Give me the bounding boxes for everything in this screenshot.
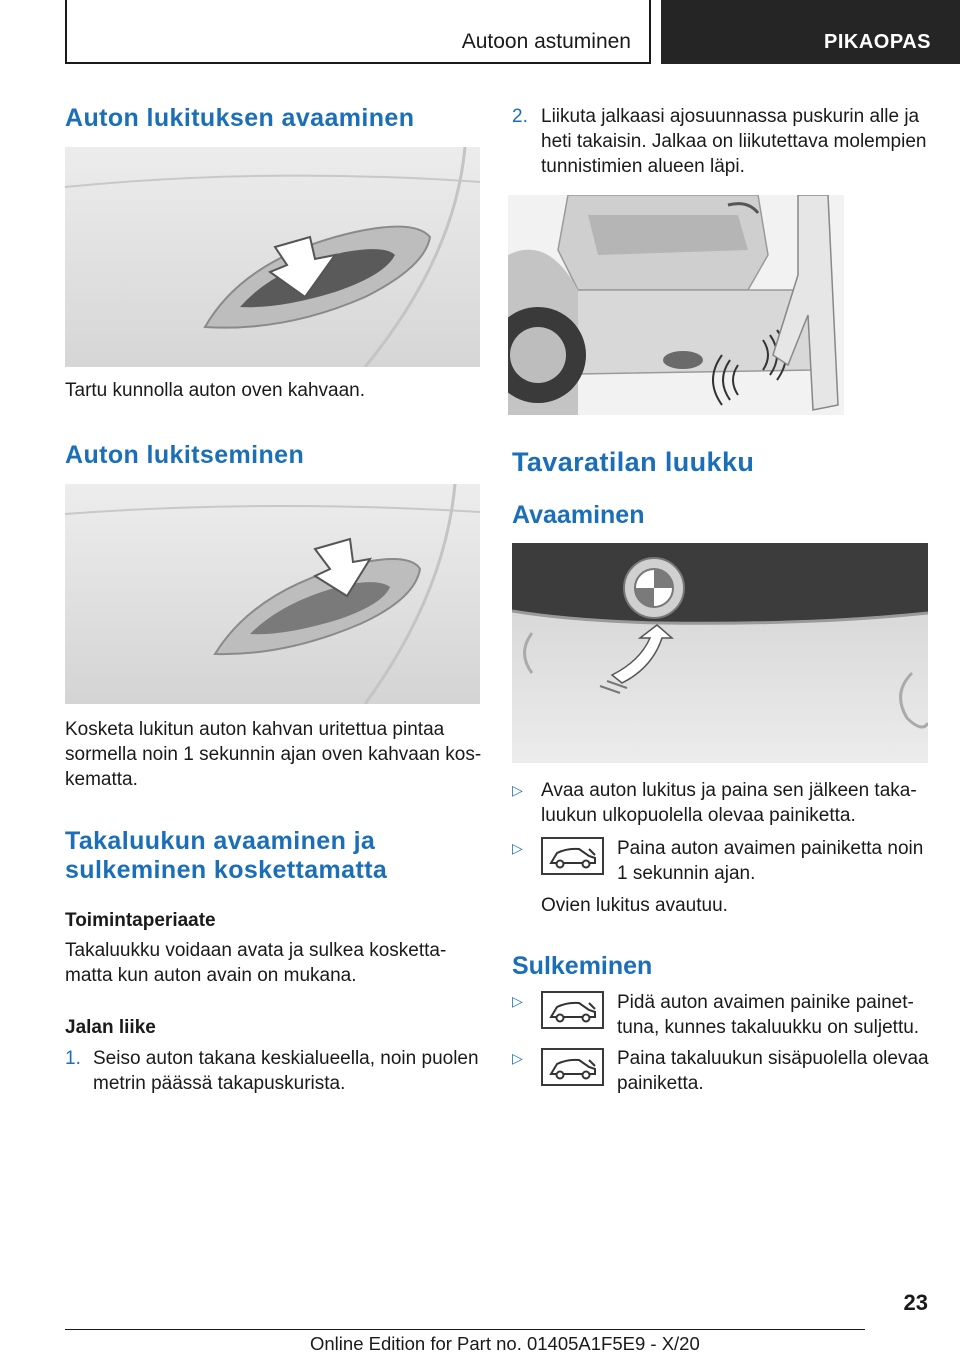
open-result: Ovien lukitus avautuu. — [541, 895, 728, 916]
step-2-number: 2. — [512, 106, 528, 127]
step-2-line-1: Liikuta jalkaasi ajosuunnassa puskurin alle ja — [541, 106, 920, 127]
step-1-line-1: Seiso auton takana keskialueella, noin puolen — [93, 1048, 479, 1069]
triangle-right-icon: ▷ — [512, 993, 523, 1009]
footer-edition: Online Edition for Part no. 01405A1F5E9 - X/20 — [310, 1333, 700, 1354]
door-handle-unlock-image — [65, 147, 480, 367]
principle-line-1: Takaluukku voidaan avata ja sulkea kosketta- — [65, 940, 447, 961]
unlock-caption: Tartu kunnolla auton oven kahvaan. — [65, 380, 365, 401]
contactless-heading-line-1: Takaluukun avaaminen ja — [65, 827, 376, 855]
page-number: 23 — [903, 1290, 928, 1315]
open-item-2-line-1: Paina auton avaimen painiketta noin — [617, 838, 924, 859]
step-1-number: 1. — [65, 1048, 81, 1069]
triangle-right-icon: ▷ — [512, 1050, 523, 1066]
car-tailgate-key-icon — [541, 837, 604, 875]
header-tab-label: PIKAOPAS — [824, 31, 931, 53]
close-item-2-line-2: painiketta. — [617, 1073, 704, 1094]
header-section-box — [65, 0, 651, 64]
car-tailgate-key-icon — [541, 1048, 604, 1086]
open-item-1-line-1: Avaa auton lukitus ja paina sen jälkeen taka- — [541, 780, 917, 801]
tailgate-heading: Tavaratilan luukku — [512, 447, 755, 477]
triangle-right-icon: ▷ — [512, 840, 523, 856]
open-item-1-line-2: luukun ulkopuolella olevaa painiketta. — [541, 805, 856, 826]
step-2-line-2: heti takaisin. Jalkaa on liikutettava molempien — [541, 131, 927, 152]
door-handle-lock-image — [65, 484, 480, 704]
lock-caption-line-1: Kosketa lukitun auton kahvan uritettua pintaa — [65, 719, 445, 740]
close-item-2-line-1: Paina takaluukun sisäpuolella olevaa — [617, 1048, 929, 1069]
tailgate-button-image — [512, 543, 928, 763]
contactless-heading-line-2: sulkeminen koskettamatta — [65, 856, 388, 884]
open-heading: Avaaminen — [512, 501, 645, 529]
close-item-1-line-1: Pidä auton avaimen painike painet- — [617, 992, 914, 1013]
step-2-line-3: tunnistimien alueen läpi. — [541, 156, 745, 177]
close-item-1-line-2: tuna, kunnes takaluukku on suljettu. — [617, 1017, 920, 1038]
triangle-right-icon: ▷ — [512, 782, 523, 798]
close-heading: Sulkeminen — [512, 952, 653, 980]
principle-line-2: matta kun auton avain on mukana. — [65, 965, 357, 986]
car-tailgate-key-icon — [541, 991, 604, 1029]
footer-divider — [65, 1329, 865, 1330]
lock-caption-line-2: sormella noin 1 sekunnin ajan oven kahvaan kos- — [65, 744, 482, 765]
foot-movement-heading: Jalan liike — [65, 1017, 156, 1038]
lock-caption-line-3: kematta. — [65, 769, 138, 790]
step-1-line-2: metrin päässä takapuskurista. — [93, 1073, 346, 1094]
unlock-heading: Auton lukituksen avaaminen — [65, 104, 415, 132]
open-item-2-line-2: 1 sekunnin ajan. — [617, 863, 756, 884]
header-section-title: Autoon astuminen — [461, 30, 631, 53]
principle-heading: Toimintaperiaate — [65, 910, 216, 931]
lock-heading: Auton lukitseminen — [65, 441, 305, 469]
foot-sensor-image — [508, 195, 844, 415]
